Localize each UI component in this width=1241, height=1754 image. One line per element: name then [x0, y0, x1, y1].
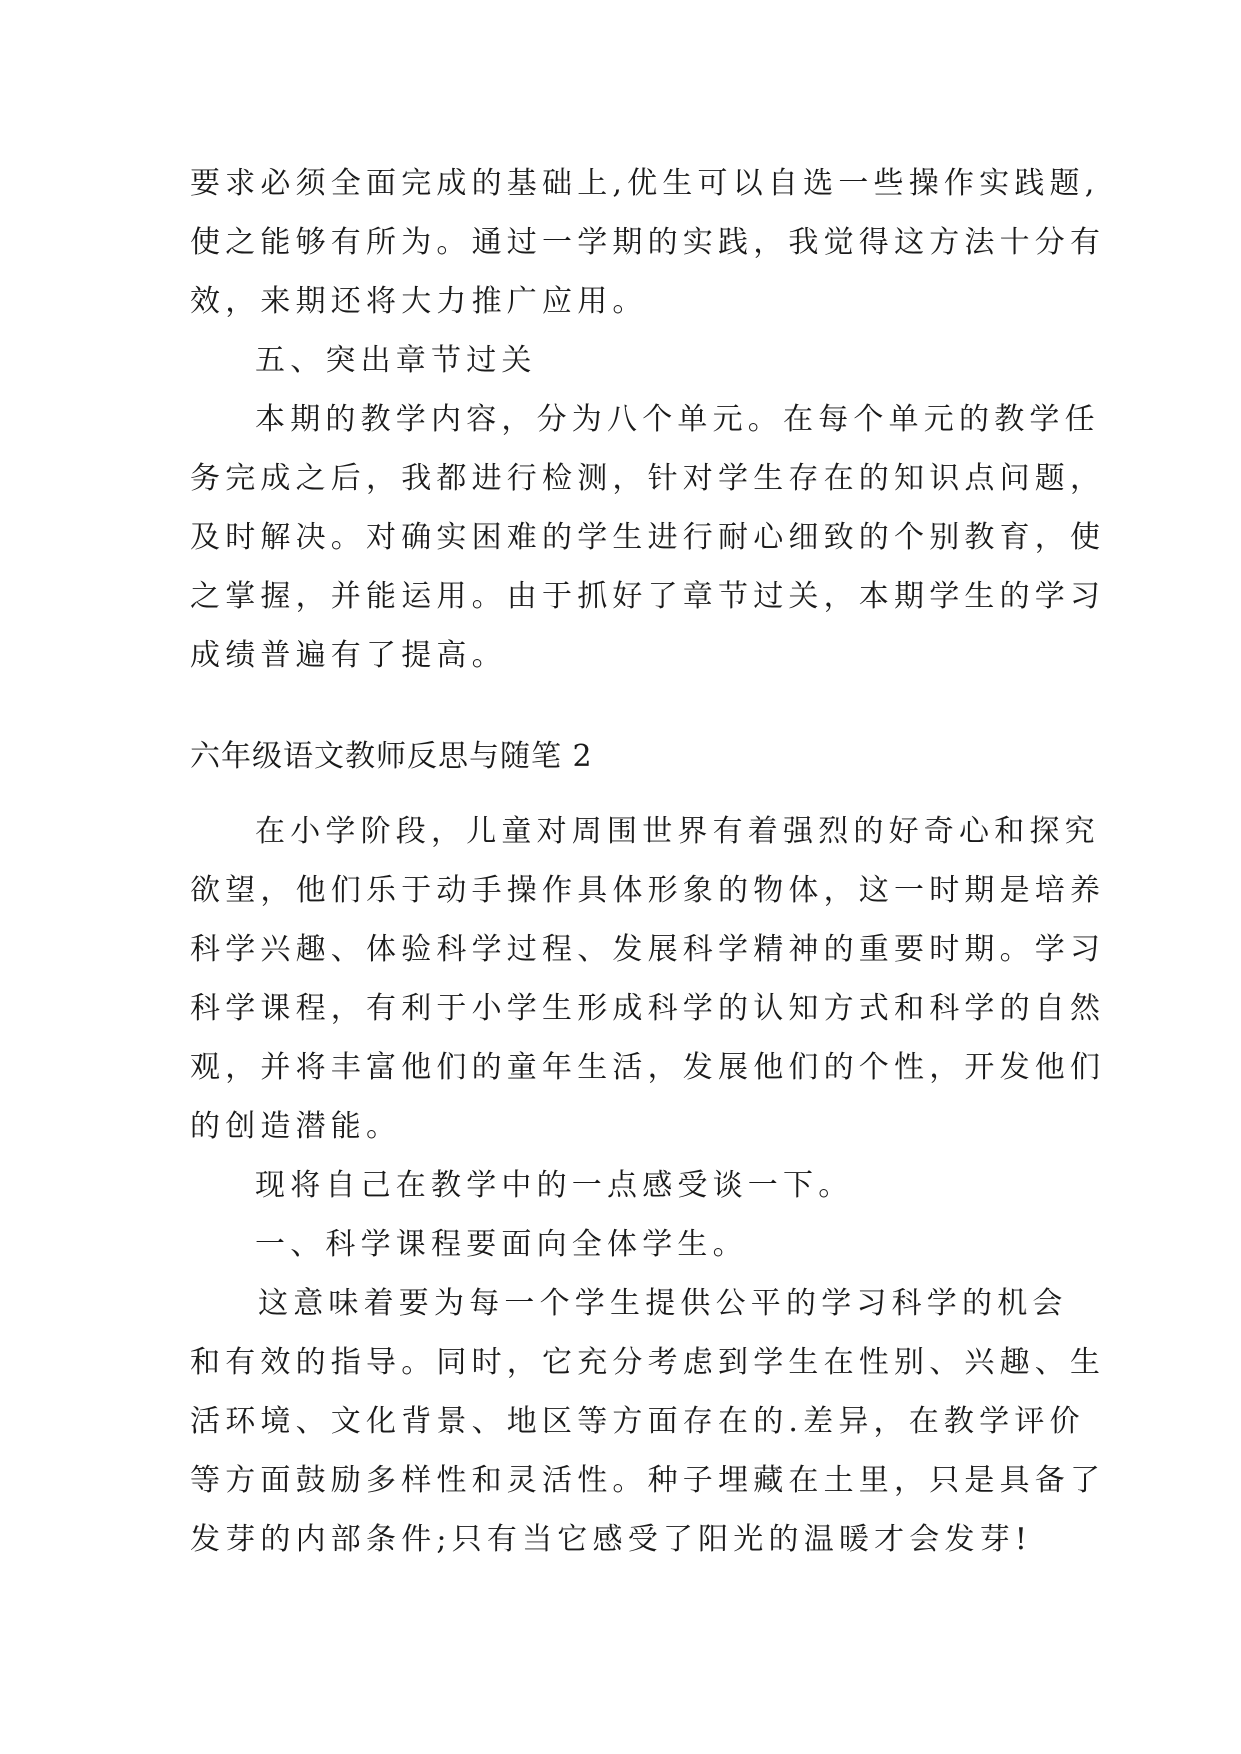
paragraph-line: 科学课程，有利于小学生形成科学的认知方式和科学的自然 [190, 991, 1106, 1026]
paragraph-line: 本期的教学内容，分为八个单元。在每个单元的教学任 [255, 402, 1100, 437]
paragraph-line: 发芽的内部条件;只有当它感受了阳光的温暖才会发芽! [190, 1522, 1033, 1557]
section-heading: 五、突出章节过关 [255, 343, 537, 378]
paragraph-line: 和有效的指导。同时，它充分考虑到学生在性别、兴趣、生 [190, 1345, 1106, 1380]
section-heading: 一、科学课程要面向全体学生。 [255, 1227, 748, 1262]
paragraph-line: 及时解决。对确实困难的学生进行耐心细致的个别教育，使 [190, 520, 1106, 555]
paragraph-line: 务完成之后，我都进行检测，针对学生存在的知识点问题， [190, 461, 1106, 496]
paragraph-line: 要求必须全面完成的基础上,优生可以自选一些操作实践题, [190, 166, 1100, 201]
paragraph-line: 的创造潜能。 [190, 1109, 402, 1144]
paragraph-line: 在小学阶段，儿童对周围世界有着强烈的好奇心和探究 [255, 814, 1100, 849]
paragraph-line: 之掌握，并能运用。由于抓好了章节过关，本期学生的学习 [190, 579, 1106, 614]
paragraph-line: 成绩普遍有了提高。 [190, 638, 507, 673]
article-title: 六年级语文教师反思与随笔 2 [190, 739, 593, 774]
paragraph-line: 科学兴趣、体验科学过程、发展科学精神的重要时期。学习 [190, 932, 1106, 967]
paragraph-line: 活环境、文化背景、地区等方面存在的.差异，在教学评价 [190, 1404, 1085, 1439]
paragraph-line: 等方面鼓励多样性和灵活性。种子埋藏在土里，只是具备了 [190, 1463, 1106, 1498]
paragraph-line: 效，来期还将大力推广应用。 [190, 284, 648, 319]
paragraph-line: 现将自己在教学中的一点感受谈一下。 [255, 1168, 854, 1203]
paragraph-line: 这意味着要为每一个学生提供公平的学习科学的机会 [258, 1286, 1068, 1321]
paragraph-line: 观，并将丰富他们的童年生活，发展他们的个性，开发他们 [190, 1050, 1106, 1085]
paragraph-line: 使之能够有所为。通过一学期的实践，我觉得这方法十分有 [190, 225, 1106, 260]
paragraph-line: 欲望，他们乐于动手操作具体形象的物体，这一时期是培养 [190, 873, 1106, 908]
